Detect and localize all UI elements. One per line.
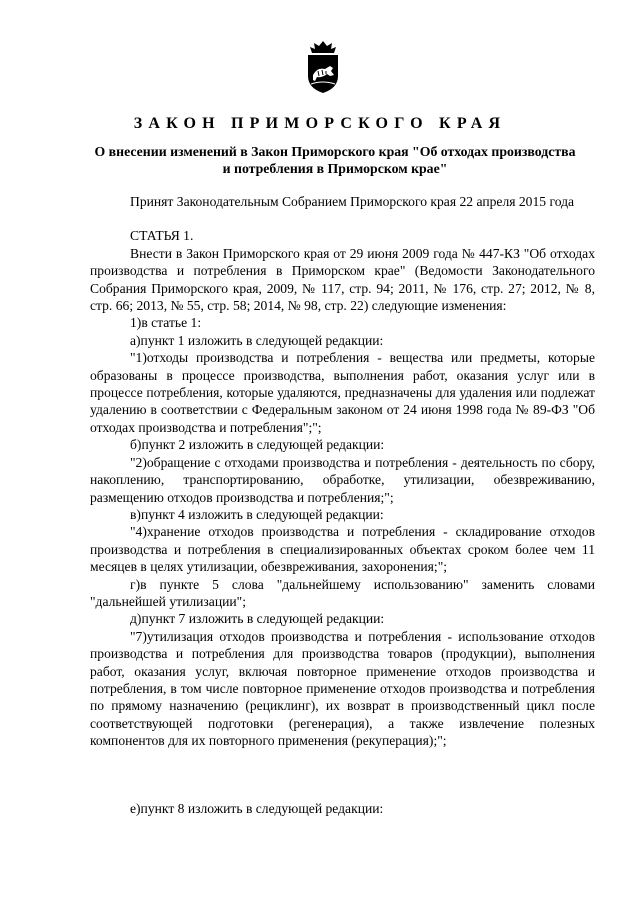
paragraph: Внести в Закон Приморского края от 29 июня 2009 года № 447-КЗ "Об отходах производства и потребления в Приморском крае" (Ведомости Законодательного Собрания Приморского края, 2009, № 117, стр. 94; 2011, № 176, стр. 27; 2012, № 8, стр. 66; 2013, № 55, стр. 58; 2014, № 98, стр. 22) следующие изменения:: [90, 245, 595, 314]
paragraph: "2)обращение с отходами производства и потребления - деятельность по сбору, накоплению, транспортированию, обработке, утилизации, обезвреживанию, размещению отходов производства и потребления;";: [90, 454, 595, 505]
law-body: [90, 193, 595, 817]
paragraph: б)пункт 2 изложить в следующей редакции:: [130, 437, 385, 453]
paragraph: е)пункт 8 изложить в следующей редакции:: [130, 800, 384, 816]
adoption-line: Принят Законодательным Собранием Приморского края 22 апреля 2015 года: [130, 194, 575, 209]
paragraph: г)в пункте 5 слова "дальнейшему использованию" заменить словами "дальнейшей утилизации";: [90, 576, 595, 609]
paragraph: д)пункт 7 изложить в следующей редакции:: [130, 611, 385, 627]
paragraph: "1)отходы производства и потребления - вещества или предметы, которые образованы в процессе производства, выполнения работ, оказания услуг или в процессе потребления, которые удаляются, предназначены для удаления или подлежат удалению в соответствии с Федеральным законом от 24 июня 1998 года № 89-ФЗ "Об отходах производства и потребления";";: [90, 350, 595, 435]
coat-of-arms-emblem: [303, 40, 343, 94]
paragraph: в)пункт 4 изложить в следующей редакции:: [130, 506, 384, 522]
paragraph: а)пункт 1 изложить в следующей редакции:: [130, 332, 384, 348]
law-title: ЗАКОН ПРИМОРСКОГО КРАЯ: [133, 115, 507, 132]
article-heading: СТАТЬЯ 1.: [130, 228, 194, 244]
paragraph: 1)в статье 1:: [130, 315, 202, 331]
paragraph: "4)хранение отходов производства и потребления - складирование отходов производства и потребления в специализированных объектах сроком более чем 11 месяцев в целях утилизации, обезвреживания, захоронения;";: [90, 524, 595, 575]
spacer: [90, 210, 595, 227]
paragraph: "7)утилизация отходов производства и потребления - использование отходов производства и потребления для производства товаров (продукции), выполнения работ, оказания услуг, включая повторное применение отходов производства и потребления, в том числе повторное применение отходов производства и потребления по прямому назначению (рециклинг), их возврат в производственный цикл после соответствующей подготовки (регенерация), а также извлечение полезных компонентов для их повторного применения (рекуперация);";: [90, 628, 595, 749]
spacer: [90, 750, 595, 800]
law-subtitle: О внесении изменений в Закон Приморского края "Об отходах производства и потребления в Приморском крае": [94, 144, 576, 176]
